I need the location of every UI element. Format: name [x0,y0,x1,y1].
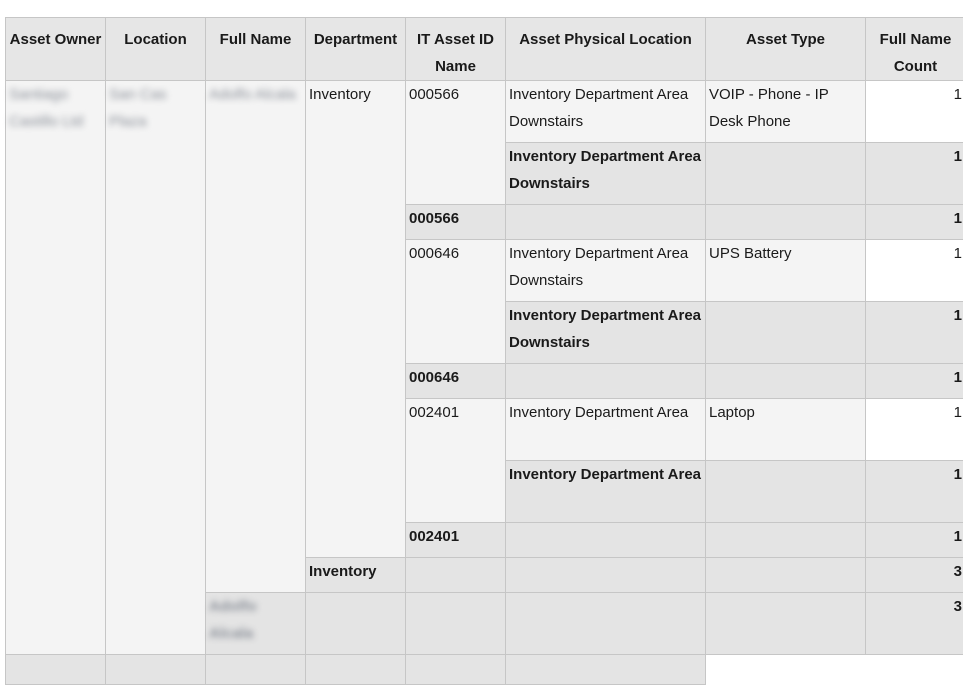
asset-type-subtotal-empty [706,302,866,364]
empty-cell [406,655,506,685]
asset-type-subtotal-empty [706,205,866,240]
empty-cell [506,655,706,685]
asset-type-subtotal-empty [706,364,866,399]
location-value: San Cas Plaza [109,86,167,130]
asset-id-subtotal-count[interactable]: 1 [866,364,963,399]
table-row [6,655,963,685]
asset-id-subtotal-empty [406,558,506,593]
asset-id-subtotal-count[interactable]: 1 [866,205,963,240]
asset-type-cell[interactable]: UPS Battery [706,240,866,302]
physical-location-cell[interactable]: Inventory Department Area [506,399,706,461]
column-header-asset-physical-location[interactable]: Asset Physical Location [506,18,706,81]
empty-cell [306,655,406,685]
department-subtotal-label[interactable]: Inventory [306,558,406,593]
asset-id-cell[interactable]: 000566 [406,81,506,205]
full-name-value: Adolfo Alcala [209,86,296,103]
physical-location-subtotal-label[interactable]: Inventory Department Area [506,461,706,523]
asset-id-cell[interactable]: 000646 [406,240,506,364]
physical-location-subtotal-count[interactable]: 1 [866,143,963,205]
asset-type-subtotal-empty [706,558,866,593]
asset-type-subtotal-empty [706,461,866,523]
column-header-full-name-count[interactable]: Full Name Count [866,18,963,81]
physical-location-subtotal-label[interactable]: Inventory Department Area Downstairs [506,302,706,364]
physical-location-subtotal-empty [506,593,706,655]
department-cell[interactable]: Inventory [306,81,406,558]
count-cell[interactable]: 1 [866,240,963,302]
full-name-subtotal-count[interactable]: 3 [866,593,963,655]
column-header-asset-type[interactable]: Asset Type [706,18,866,81]
column-header-full-name[interactable]: Full Name [206,18,306,81]
asset-id-cell[interactable]: 002401 [406,399,506,523]
asset-type-subtotal-empty [706,523,866,558]
empty-cell [106,655,206,685]
pivot-table [5,17,963,685]
full-name-subtotal-label[interactable] [206,593,306,655]
count-cell[interactable]: 1 [866,399,963,461]
column-header-asset-owner[interactable]: Asset Owner [6,18,106,81]
column-header-location[interactable]: Location [106,18,206,81]
full-name-subtotal-value: Adolfo Alcala [209,598,256,642]
physical-location-cell[interactable]: Inventory Department Area Downstairs [506,240,706,302]
location-cell[interactable] [106,81,206,655]
empty-cell [6,655,106,685]
table-row [6,81,963,143]
physical-location-subtotal-empty [506,205,706,240]
department-subtotal-count[interactable]: 3 [866,558,963,593]
asset-id-subtotal-label[interactable]: 000646 [406,364,506,399]
asset-id-subtotal-label[interactable]: 002401 [406,523,506,558]
asset-id-subtotal-count[interactable]: 1 [866,523,963,558]
asset-type-cell[interactable]: VOIP - Phone - IP Desk Phone [706,81,866,143]
asset-id-subtotal-label[interactable]: 000566 [406,205,506,240]
asset-owner-value: Santiago Castillo Ltd [9,86,83,130]
physical-location-subtotal-empty [506,523,706,558]
physical-location-subtotal-label[interactable]: Inventory Department Area Downstairs [506,143,706,205]
full-name-cell[interactable] [206,81,306,593]
header-row [6,18,963,81]
asset-type-subtotal-empty [706,143,866,205]
physical-location-subtotal-count[interactable]: 1 [866,302,963,364]
asset-id-subtotal-empty [406,593,506,655]
count-cell[interactable]: 1 [866,81,963,143]
asset-type-subtotal-empty [706,593,866,655]
asset-type-cell[interactable]: Laptop [706,399,866,461]
department-subtotal-empty [306,593,406,655]
physical-location-cell[interactable]: Inventory Department Area Downstairs [506,81,706,143]
asset-owner-cell[interactable] [6,81,106,655]
empty-cell [206,655,306,685]
column-header-department[interactable]: Department [306,18,406,81]
physical-location-subtotal-empty [506,558,706,593]
column-header-it-asset-id-name[interactable]: IT Asset ID Name [406,18,506,81]
physical-location-subtotal-empty [506,364,706,399]
physical-location-subtotal-count[interactable]: 1 [866,461,963,523]
